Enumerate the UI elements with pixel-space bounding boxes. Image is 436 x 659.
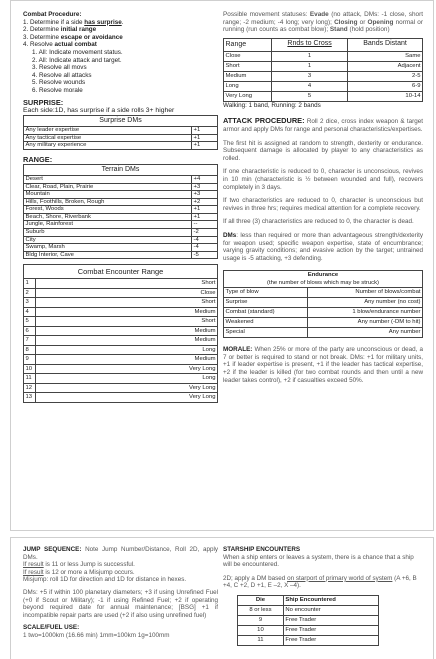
cell: Short xyxy=(36,279,218,289)
step-emphasis: escape or avoidance xyxy=(60,33,123,41)
step-emphasis: has surprise xyxy=(84,18,122,26)
text: or xyxy=(357,18,368,26)
cell: Desert xyxy=(24,175,192,183)
text: Possible movement statuses: xyxy=(223,11,310,18)
cell: 10 xyxy=(238,625,284,635)
cell: Number of blows/combat xyxy=(308,288,423,298)
table-row xyxy=(24,191,218,199)
dms-label: DMs xyxy=(223,231,237,239)
surprise-heading: SURPRISE: xyxy=(23,97,64,107)
cell: Free Trader xyxy=(283,615,378,625)
attack-paragraph: If all three (3) characteristics are reduced to 0, the character is dead. xyxy=(223,218,414,226)
left-column xyxy=(23,546,218,640)
encounter-range-block xyxy=(23,264,218,403)
table-row xyxy=(238,625,379,635)
table-row xyxy=(24,317,218,327)
starship-text: When a ship enters or leaves a system, there is a chance that a ship will be encountered. xyxy=(223,553,414,569)
substep: 6. Resolve morale xyxy=(32,86,83,94)
table-row xyxy=(224,298,423,308)
table-header xyxy=(238,595,379,605)
right-column xyxy=(223,11,423,384)
left-column xyxy=(23,11,218,403)
table-row xyxy=(24,229,218,237)
cell: 4 xyxy=(24,307,36,317)
table-row xyxy=(238,615,379,625)
cell: 1 xyxy=(272,61,348,71)
table-row xyxy=(24,374,218,384)
table-row xyxy=(24,355,218,365)
cell: Hills, Foothills, Broken, Rough xyxy=(24,198,192,206)
cell: Medium xyxy=(36,355,218,365)
cell: Bldg Interior, Cave xyxy=(24,251,192,259)
cell: Clear, Road, Plain, Prairie xyxy=(24,183,192,191)
cell: Any number xyxy=(308,328,423,338)
text: (A +6, B +4, C +2, D +1, E –2, X –4). xyxy=(223,574,417,590)
table-row xyxy=(224,81,423,91)
cell: Any tactical expertise xyxy=(24,134,192,142)
cell: 11 xyxy=(238,635,284,645)
step-emphasis: initial range xyxy=(60,26,97,34)
jump-sequence xyxy=(23,546,218,561)
attack-procedure xyxy=(223,117,423,133)
scale-text: 1 two=1000km (16.66 min) 1mm=100km 1g=100mm xyxy=(23,631,170,639)
jump-line: Misjump: roll 1D for direction and 1D for distance in hexes. xyxy=(23,576,187,584)
cell: 10 xyxy=(24,364,36,374)
header-cell: Range xyxy=(224,38,272,51)
cell: -4 xyxy=(192,244,218,252)
starship-dm-text xyxy=(223,575,423,590)
cell: Jungle, Rainforest xyxy=(24,221,192,229)
jump-line xyxy=(23,569,218,577)
combat-step xyxy=(23,26,218,34)
cell: +3 xyxy=(192,183,218,191)
cell: Close xyxy=(36,288,218,298)
cell: 8 xyxy=(24,345,36,355)
cell: Very Long xyxy=(224,91,272,101)
cell: 9 xyxy=(238,615,284,625)
table-row xyxy=(24,206,218,214)
cell: +1 xyxy=(192,206,218,214)
cell: Short xyxy=(224,61,272,71)
substep: 1. All: Indicate movement status. xyxy=(32,48,123,56)
cell: Very Long xyxy=(36,383,218,393)
attack-paragraph: If one characteristic is reduced to 0, character is unconscious, revives in 10 min (characteristic is ½ between wounded and full), recovers completely in 3 days. xyxy=(223,168,423,191)
cell: No encounter xyxy=(283,605,378,615)
cell: Combat (standard) xyxy=(224,308,308,318)
cell: -5 xyxy=(192,251,218,259)
scale-heading: SCALE/FUEL USE: xyxy=(23,624,80,632)
table-row xyxy=(24,345,218,355)
starport-link: on starport of primary world of system xyxy=(287,574,393,582)
cell: Forest, Woods xyxy=(24,206,192,214)
status-evade: Evade xyxy=(309,11,329,18)
endurance-subtitle: (the number of blows which may be struck) xyxy=(267,279,379,286)
text: 2D; apply a DM based xyxy=(223,574,288,582)
text: is 12 or more a Misjump occurs. xyxy=(43,568,135,576)
cell: City xyxy=(24,236,192,244)
table-row xyxy=(24,127,218,135)
cell: 13 xyxy=(24,393,36,403)
cell: 7 xyxy=(24,336,36,346)
cell: +1 xyxy=(192,213,218,221)
attack-paragraph: If two characteristics are reduced to 0, character is unconscious but revives in three hrs; requires medical attention for a complete recovery. xyxy=(223,197,423,212)
right-column xyxy=(223,546,423,646)
step-text: . xyxy=(121,18,124,26)
cell: -2 xyxy=(192,229,218,237)
step-emphasis: actual combat xyxy=(54,41,97,49)
header-cell: Ship Encountered xyxy=(283,595,378,605)
text: (hold position) xyxy=(347,26,390,34)
ship-encounter-table xyxy=(237,595,379,646)
text: (no attack, DMs: -1 close, short range; -2 medium; -4 long; very long); xyxy=(223,11,423,26)
cell: Medium xyxy=(36,336,218,346)
table-row xyxy=(24,393,218,403)
text: is 11 or less Jump is successful. xyxy=(43,561,135,569)
combat-step xyxy=(23,34,218,42)
cell: 12 xyxy=(24,383,36,393)
table-row xyxy=(24,288,218,298)
header-cell: Die xyxy=(238,595,284,605)
cell: Free Trader xyxy=(283,635,378,645)
rules-page-one xyxy=(10,0,434,531)
table-row xyxy=(24,198,218,206)
cell: 4 xyxy=(272,81,348,91)
status-opening: Opening xyxy=(367,18,394,26)
surprise-text: Each side:1D, has surprise if a side rolls 3+ higher xyxy=(23,106,175,114)
cell: Any number (-DM to hit) xyxy=(308,318,423,328)
cell: Adjacent xyxy=(348,61,423,71)
table-row xyxy=(224,308,423,318)
cell: Any leader expertise xyxy=(24,127,192,135)
attack-paragraph: The first hit is assigned at random to strength, dexterity or endurance. Subsequent damage is allocated by player to any characteristics as rolled. xyxy=(223,139,423,162)
cell: 2-5 xyxy=(348,71,423,81)
cell: Mountain xyxy=(24,191,192,199)
table-row xyxy=(24,251,218,259)
rules-page-two xyxy=(10,537,434,659)
morale-text: When 25% or more of the party are unconscious or dead, a 7 or better is required to stand or not break. DMs: +1 for military units, +1 if leader expertise is present, +1 if the leader has tactical expertise, +2 if the leader is killed (for two combat rounds and then until a new leader takes control), +2 if casualties exceed 50%. xyxy=(223,346,423,384)
cell: Very Long xyxy=(36,364,218,374)
cell: +2 xyxy=(192,198,218,206)
cell: Surprise xyxy=(224,298,308,308)
header-cell: Bands Distant xyxy=(348,38,423,51)
cell: Long xyxy=(36,345,218,355)
table-row xyxy=(24,213,218,221)
cell: +1 xyxy=(192,142,218,150)
table-title: Surprise DMs xyxy=(24,116,218,127)
combat-procedure-title: Combat Procedure: xyxy=(23,11,82,18)
table-row xyxy=(24,142,218,150)
table-row xyxy=(24,307,218,317)
table-title xyxy=(224,271,423,288)
cell: Very Long xyxy=(36,393,218,403)
cell: Any number (no cost) xyxy=(308,298,423,308)
step-text: 3. Determine xyxy=(23,33,61,41)
attack-dms xyxy=(223,232,423,262)
substep: 5. Resolve wounds xyxy=(32,79,86,87)
cell: Suburb xyxy=(24,229,192,237)
combat-step xyxy=(23,41,218,49)
encounter-range-table xyxy=(23,278,218,403)
cell: 1 xyxy=(272,51,348,61)
cell: Short xyxy=(36,317,218,327)
table-title: Combat Encounter Range xyxy=(23,264,218,278)
combat-substeps xyxy=(23,49,218,95)
cell: 3 xyxy=(24,298,36,308)
movement-note: Walking: 1 band, Running: 2 bands xyxy=(223,101,321,109)
cell: Medium xyxy=(224,71,272,81)
table-row xyxy=(224,328,423,338)
morale-section xyxy=(223,346,423,384)
cell: 2 xyxy=(24,288,36,298)
cell: Weakened xyxy=(224,318,308,328)
table-row xyxy=(24,236,218,244)
header-cell: Rnds to Cross xyxy=(272,38,348,51)
cell: 10-14 xyxy=(348,91,423,101)
cell: Special xyxy=(224,328,308,338)
cell: Beach, Shore, Riverbank xyxy=(24,213,192,221)
table-title: Terrain DMs xyxy=(24,164,218,175)
jump-text: Note Jump Number/Distance, Roll 2D, apply DMs. xyxy=(23,546,218,561)
movement-statuses xyxy=(223,11,423,34)
table-row xyxy=(24,221,218,229)
result-link: If result xyxy=(23,561,44,569)
cell: 6 xyxy=(24,326,36,336)
table-row xyxy=(224,318,423,328)
table-row xyxy=(224,288,423,298)
surprise-dms-table xyxy=(23,115,218,150)
jump-line xyxy=(23,561,218,569)
terrain-dms-table xyxy=(23,164,218,260)
step-text: 2. Determine xyxy=(23,26,61,34)
substep: 3. Resolve all movs xyxy=(32,64,87,72)
step-text: 1. Determine if a side xyxy=(23,18,85,26)
cell: 3 xyxy=(272,71,348,81)
cell: Any military experience xyxy=(24,142,192,150)
table-row xyxy=(24,134,218,142)
table-row xyxy=(224,51,423,61)
cell: 1 blow/endurance number xyxy=(308,308,423,318)
cell: Close xyxy=(224,51,272,61)
cell: Long xyxy=(224,81,272,91)
table-row xyxy=(224,91,423,101)
jump-dms: DMs: +5 if within 100 planetary diameters; +3 if using Unrefined Fuel (+0 if Scout or Military); -1 if using Refined Fuel; +2 if operating beyond required date for annual maintenance; [BSG] +1 if incompatible repair parts are used (+2 if also using unrefined fuel) xyxy=(23,588,218,619)
cell: Short xyxy=(36,298,218,308)
table-row xyxy=(224,61,423,71)
table-row xyxy=(238,635,379,645)
cell: +3 xyxy=(192,191,218,199)
cell: 5 xyxy=(272,91,348,101)
endurance-table xyxy=(223,270,423,338)
cell: 8 or less xyxy=(238,605,284,615)
cell: Free Trader xyxy=(283,625,378,635)
status-closing: Closing xyxy=(334,18,358,26)
cell: Medium xyxy=(36,326,218,336)
table-row xyxy=(24,336,218,346)
table-row xyxy=(24,183,218,191)
cell: Long xyxy=(36,374,218,384)
cell: Swamp, Marsh xyxy=(24,244,192,252)
cell: Same xyxy=(348,51,423,61)
cell: +1 xyxy=(192,134,218,142)
step-text: 4. Resolve xyxy=(23,41,55,49)
jump-heading: JUMP SEQUENCE: xyxy=(23,546,82,553)
endurance-title: Endurance xyxy=(307,272,339,279)
cell: -4 xyxy=(192,236,218,244)
status-stand: Stand xyxy=(329,26,348,34)
cell: +1 xyxy=(192,127,218,135)
table-row xyxy=(24,244,218,252)
table-row xyxy=(238,605,379,615)
cell: 9 xyxy=(24,355,36,365)
cell: 5 xyxy=(24,317,36,327)
range-bands-table xyxy=(223,38,423,102)
table-header xyxy=(224,38,423,51)
cell: +4 xyxy=(192,175,218,183)
cell: Type of blow xyxy=(224,288,308,298)
dms-text: : less than required or more than advantageous strength/dexterity for weapon used; specific weapon expertise, state of encumbrance; varying gravity conditions; and evasive action by the target; untrained usage is -5 attacking, +3 defending. xyxy=(223,231,423,262)
attack-intro: Roll 2 dice, cross index weapon & target armor and apply DMs for range and personal characteristics/expertises. xyxy=(223,118,423,133)
combat-step xyxy=(23,19,218,27)
cell: 11 xyxy=(24,374,36,384)
table-row xyxy=(24,175,218,183)
cell: -- xyxy=(192,221,218,229)
starship-heading: STARSHIP ENCOUNTERS xyxy=(223,546,301,553)
substep: 4. Resolve all attacks xyxy=(32,71,92,79)
substep: 2. All: Indicate attack and target. xyxy=(32,56,122,64)
table-row xyxy=(24,279,218,289)
attack-heading: ATTACK PROCEDURE: xyxy=(223,116,305,126)
table-row xyxy=(224,71,423,81)
table-row xyxy=(24,364,218,374)
table-row xyxy=(24,326,218,336)
table-row xyxy=(24,298,218,308)
range-heading: RANGE: xyxy=(23,154,53,164)
result-link: If result xyxy=(23,568,44,576)
cell: 1 xyxy=(24,279,36,289)
morale-heading: MORALE: xyxy=(223,346,253,354)
cell: Medium xyxy=(36,307,218,317)
cell: 6-9 xyxy=(348,81,423,91)
table-row xyxy=(24,383,218,393)
text: normal or running (run counts as combat blow); xyxy=(223,18,423,34)
combat-steps xyxy=(23,19,218,95)
